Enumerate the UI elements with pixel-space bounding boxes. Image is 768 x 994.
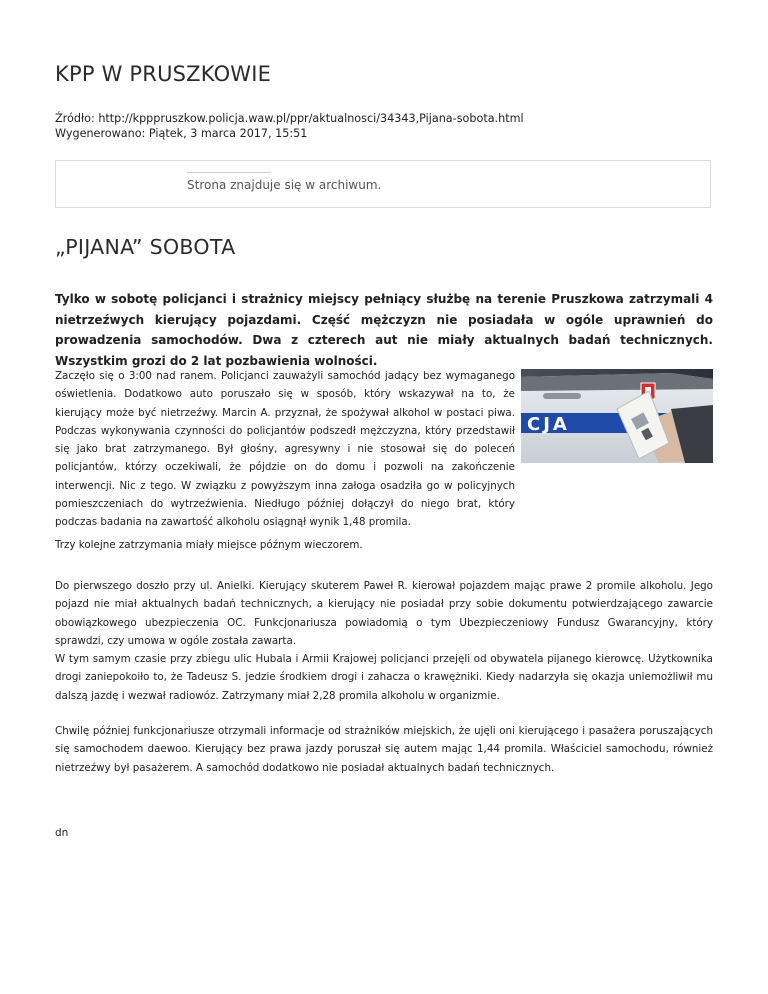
source-url: Źródło: http://kpppruszkow.policja.waw.pl/ppr/aktualnosci/34343,Pijana-sobota.html bbox=[55, 112, 524, 125]
article-title: „PIJANA” SOBOTA bbox=[55, 235, 236, 259]
article-paragraph-1: Zaczęło się o 3:00 nad ranem. Policjanci zauważyli samochód jadący bez wymaganego oświetlenia. Dodatkowo auto poruszało się w sposób, który wskazywał na to, że kierujący może być nietrzeźwy. Marcin A. przyznał, że spożywał alkohol w postaci piwa. Podczas wykonywania czynności do policjantów podszedł mężczyzna, który przedstawił się jako brat zatrzymanego. Był głośny, agresywny i nie stosował się do poleceń policjantów, którzy oczekiwali, że pójdzie on do domu i pozwoli na zakończenie interwencji. Nic z tego. W związku z powyższym inna załoga osadziła go w policyjnych pomieszczeniach do wytrzeźwienia. Niedługo później dołączył do niego brat, który podczas badania na zawartość alkoholu osiągnął wynik 1,48 promila. bbox=[55, 370, 515, 529]
archive-divider bbox=[187, 172, 271, 173]
article-lead: Tylko w sobotę policjanci i strażnicy miejscy pełniący służbę na terenie Pruszkowa zatrzymali 4 nietrzeźwych kierujący pojazdami. Część mężczyzn nie posiadała w ogóle uprawnień do prowadzenia samochodów. Dwa z czterech aut nie miały aktualnych badań technicznych. Wszystkim grozi do 2 lat pozbawienia wolności. bbox=[55, 292, 713, 368]
article-paragraph-5: Chwilę później funkcjonariusze otrzymali informacje od strażników miejskich, że ujęli oni kierującego i pasażera poruszających się samochodem daewoo. Kierujący bez prawa jazdy poruszał się autem mając 1,44 promila. Właściciel samochodu, również nietrzeźwy był pasażerem. A samochód dodatkowo nie posiadał aktualnych badań technicznych. bbox=[55, 725, 713, 774]
police-car-breathalyzer-image bbox=[521, 369, 713, 463]
site-title: KPP W PRUSZKOWIE bbox=[55, 62, 272, 86]
archive-notice-text: Strona znajduje się w archiwum. bbox=[187, 178, 382, 192]
author-signature: dn bbox=[55, 827, 69, 839]
document-meta bbox=[55, 111, 524, 141]
article-paragraph-4: W tym samym czasie przy zbiegu ulic Hubala i Armii Krajowej policjanci przejęli od obywatela pijanego kierowcę. Użytkownika drogi zaniepokoiło to, że Tadeusz S. jedzie środkiem drogi i zahacza o krawężniki. Kiedy nadarzyła się okazja uniemożliwił mu dalszą jazdę i wezwał radiowóz. Zatrzymany miał 2,28 promila alkoholu w organizmie. bbox=[55, 653, 713, 702]
article-paragraph-3: Do pierwszego doszło przy ul. Anielki. Kierujący skuterem Paweł R. kierował pojazdem mając prawe 2 promile alkoholu. Jego pojazd nie miał aktualnych badań technicznych, a kierujący nie posiadał przy sobie dokumentu potwierdzającego zawarcie obowiązkowego ubezpieczenia OC. Funkcjonariusza powiadomią o tym Ubezpieczeniowy Fundusz Gwarancyjny, który sprawdzi, czy umowa w ogóle została zawarta. bbox=[55, 580, 713, 647]
photo-lettering: CJA bbox=[527, 414, 570, 435]
article-paragraph-2: Trzy kolejne zatrzymania miały miejsce późnym wieczorem. bbox=[55, 539, 363, 551]
generated-date: Wygenerowano: Piątek, 3 marca 2017, 15:51 bbox=[55, 127, 308, 140]
article-photo bbox=[521, 369, 713, 463]
archive-notice-box bbox=[55, 160, 711, 208]
